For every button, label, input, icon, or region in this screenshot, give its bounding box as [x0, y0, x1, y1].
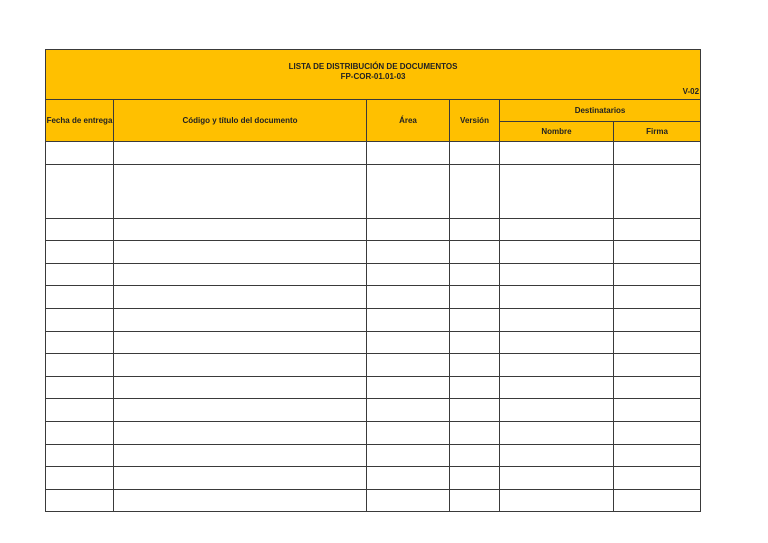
cell-firma[interactable] — [614, 263, 701, 286]
distribution-sheet — [45, 49, 700, 493]
cell-nombre[interactable] — [500, 399, 614, 422]
cell-nombre[interactable] — [500, 376, 614, 399]
document-version: V-02 — [682, 87, 700, 96]
cell-codigo[interactable] — [114, 444, 367, 467]
table-row — [46, 308, 701, 331]
cell-nombre[interactable] — [500, 489, 614, 512]
cell-codigo[interactable] — [114, 467, 367, 490]
cell-codigo[interactable] — [114, 489, 367, 512]
table-row — [46, 241, 701, 264]
cell-area[interactable] — [367, 331, 450, 354]
cell-firma[interactable] — [614, 444, 701, 467]
cell-fecha[interactable] — [46, 376, 114, 399]
cell-fecha[interactable] — [46, 142, 114, 165]
column-header-nombre: Nombre — [500, 122, 614, 142]
cell-area[interactable] — [367, 241, 450, 264]
cell-nombre[interactable] — [500, 241, 614, 264]
cell-firma[interactable] — [614, 218, 701, 241]
cell-fecha[interactable] — [46, 354, 114, 377]
table-row — [46, 489, 701, 512]
table-row — [46, 354, 701, 377]
distribution-table — [45, 49, 701, 512]
cell-codigo[interactable] — [114, 142, 367, 165]
cell-nombre[interactable] — [500, 331, 614, 354]
cell-version[interactable] — [450, 308, 500, 331]
cell-version[interactable] — [450, 263, 500, 286]
cell-fecha[interactable] — [46, 308, 114, 331]
cell-fecha[interactable] — [46, 263, 114, 286]
column-header-firma: Firma — [614, 122, 701, 142]
cell-codigo[interactable] — [114, 241, 367, 264]
cell-nombre[interactable] — [500, 444, 614, 467]
cell-fecha[interactable] — [46, 241, 114, 264]
cell-fecha[interactable] — [46, 444, 114, 467]
document-code: FP-COR-01.01-03 — [340, 72, 406, 81]
cell-area[interactable] — [367, 142, 450, 165]
cell-fecha[interactable] — [46, 286, 114, 309]
cell-version[interactable] — [450, 399, 500, 422]
column-header-codigo: Código y título del documento — [114, 100, 367, 142]
cell-firma[interactable] — [614, 308, 701, 331]
cell-area[interactable] — [367, 286, 450, 309]
table-row — [46, 376, 701, 399]
cell-nombre[interactable] — [500, 164, 614, 218]
cell-firma[interactable] — [614, 286, 701, 309]
cell-firma[interactable] — [614, 399, 701, 422]
table-row — [46, 164, 701, 218]
cell-codigo[interactable] — [114, 399, 367, 422]
cell-area[interactable] — [367, 467, 450, 490]
table-row — [46, 142, 701, 165]
cell-fecha[interactable] — [46, 467, 114, 490]
cell-codigo[interactable] — [114, 218, 367, 241]
cell-area[interactable] — [367, 308, 450, 331]
cell-firma[interactable] — [614, 164, 701, 218]
column-header-version: Versión — [450, 100, 500, 142]
column-header-area: Área — [367, 100, 450, 142]
cell-nombre[interactable] — [500, 286, 614, 309]
cell-version[interactable] — [450, 489, 500, 512]
cell-version[interactable] — [450, 286, 500, 309]
cell-nombre[interactable] — [500, 467, 614, 490]
cell-fecha[interactable] — [46, 164, 114, 218]
cell-firma[interactable] — [614, 467, 701, 490]
cell-firma[interactable] — [614, 421, 701, 444]
cell-codigo[interactable] — [114, 421, 367, 444]
cell-codigo[interactable] — [114, 263, 367, 286]
cell-area[interactable] — [367, 376, 450, 399]
cell-fecha[interactable] — [46, 331, 114, 354]
cell-codigo[interactable] — [114, 308, 367, 331]
table-row — [46, 467, 701, 490]
cell-area[interactable] — [367, 421, 450, 444]
cell-nombre[interactable] — [500, 421, 614, 444]
cell-version[interactable] — [450, 354, 500, 377]
column-header-destinatarios: Destinatarios — [500, 100, 701, 122]
cell-area[interactable] — [367, 399, 450, 422]
cell-nombre[interactable] — [500, 308, 614, 331]
cell-version[interactable] — [450, 164, 500, 218]
table-body — [46, 142, 701, 512]
cell-fecha[interactable] — [46, 489, 114, 512]
cell-fecha[interactable] — [46, 218, 114, 241]
cell-fecha[interactable] — [46, 421, 114, 444]
cell-fecha[interactable] — [46, 399, 114, 422]
cell-firma[interactable] — [614, 489, 701, 512]
table-row — [46, 444, 701, 467]
document-title: LISTA DE DISTRIBUCIÓN DE DOCUMENTOS — [288, 62, 458, 71]
cell-nombre[interactable] — [500, 354, 614, 377]
cell-area[interactable] — [367, 218, 450, 241]
cell-firma[interactable] — [614, 376, 701, 399]
cell-nombre[interactable] — [500, 263, 614, 286]
table-row — [46, 421, 701, 444]
cell-version[interactable] — [450, 444, 500, 467]
cell-area[interactable] — [367, 444, 450, 467]
cell-nombre[interactable] — [500, 142, 614, 165]
cell-area[interactable] — [367, 164, 450, 218]
document-title-block — [46, 50, 701, 100]
cell-codigo[interactable] — [114, 354, 367, 377]
cell-version[interactable] — [450, 241, 500, 264]
column-header-fecha: Fecha de entrega — [46, 100, 114, 142]
cell-version[interactable] — [450, 142, 500, 165]
cell-area[interactable] — [367, 263, 450, 286]
table-row — [46, 286, 701, 309]
cell-area[interactable] — [367, 489, 450, 512]
cell-version[interactable] — [450, 376, 500, 399]
table-row — [46, 218, 701, 241]
cell-codigo[interactable] — [114, 376, 367, 399]
cell-version[interactable] — [450, 331, 500, 354]
cell-firma[interactable] — [614, 354, 701, 377]
cell-area[interactable] — [367, 354, 450, 377]
cell-codigo[interactable] — [114, 331, 367, 354]
cell-firma[interactable] — [614, 142, 701, 165]
cell-firma[interactable] — [614, 241, 701, 264]
table-row — [46, 331, 701, 354]
cell-nombre[interactable] — [500, 218, 614, 241]
cell-version[interactable] — [450, 218, 500, 241]
cell-version[interactable] — [450, 467, 500, 490]
table-row — [46, 399, 701, 422]
cell-codigo[interactable] — [114, 164, 367, 218]
cell-codigo[interactable] — [114, 286, 367, 309]
cell-version[interactable] — [450, 421, 500, 444]
cell-firma[interactable] — [614, 331, 701, 354]
table-row — [46, 263, 701, 286]
